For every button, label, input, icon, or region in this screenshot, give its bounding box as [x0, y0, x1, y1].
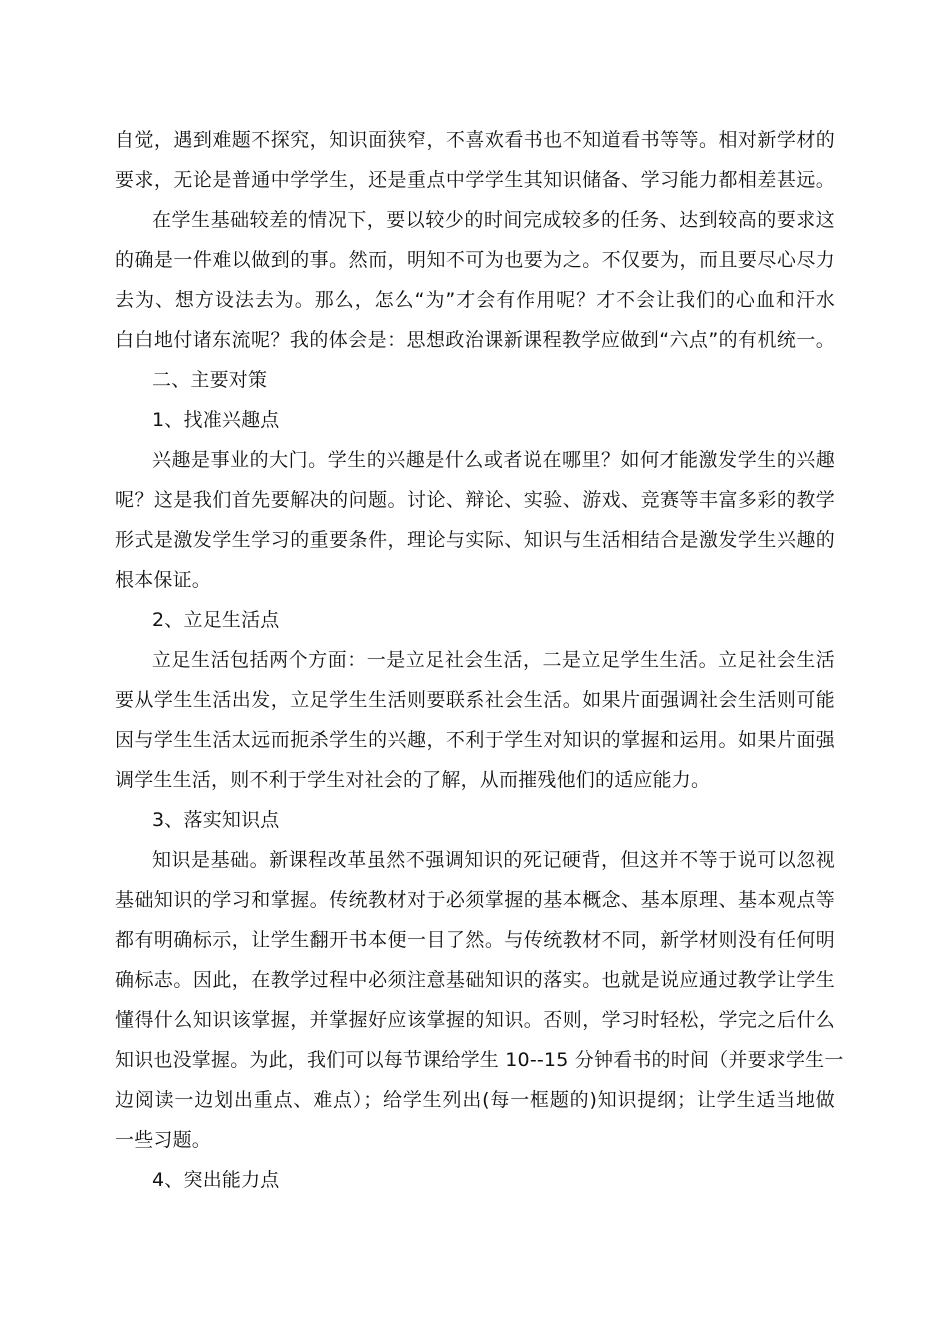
subsection-heading: 2、立足生活点 — [152, 609, 280, 631]
text-line: 一些习题。 — [115, 1129, 212, 1151]
text-line: 根本保证。 — [115, 569, 212, 591]
text-line: 要求，无论是普通中学学生，还是重点中学学生其知识储备、学习能力都相差甚远。 — [115, 169, 835, 191]
text-line: 懂得什么知识该掌握，并掌握好应该掌握的知识。否则，学习时轻松，学完之后什么 — [115, 1009, 835, 1031]
paragraph-first-line: 在学生基础较差的情况下，要以较少的时间完成较多的任务、达到较高的要求这 — [152, 209, 835, 231]
text-line: 的确是一件难以做到的事。然而，明知不可为也要为之。不仅要为，而且要尽心尽力 — [115, 249, 835, 271]
text-line: 都有明确标示，让学生翻开书本便一目了然。与传统教材不同，新学材则没有任何明 — [115, 929, 835, 951]
paragraph-first-line: 知识是基础。新课程改革虽然不强调知识的死记硬背，但这并不等于说可以忽视 — [152, 849, 835, 871]
subsection-heading: 4、突出能力点 — [152, 1169, 280, 1191]
text-line: 要从学生生活出发，立足学生生活则要联系社会生活。如果片面强调社会生活则可能 — [115, 689, 835, 711]
text-line: 去为、想方设法去为。那么，怎么“为”才会有作用呢？才不会让我们的心血和汗水 — [115, 289, 835, 311]
text-line: 边阅读一边划出重点、难点）；给学生列出(每一框题的)知识提纲；让学生适当地做 — [115, 1089, 835, 1111]
text-line: 自觉，遇到难题不探究，知识面狭窄，不喜欢看书也不知道看书等等。相对新学材的 — [115, 129, 835, 151]
paragraph-first-line: 立足生活包括两个方面：一是立足社会生活，二是立足学生生活。立足社会生活 — [152, 649, 835, 671]
text-line: 呢？这是我们首先要解决的问题。讨论、辩论、实验、游戏、竞赛等丰富多彩的教学 — [115, 489, 835, 511]
text-line: 调学生生活，则不利于学生对社会的了解，从而摧残他们的适应能力。 — [115, 769, 711, 791]
text-line: 确标志。因此，在教学过程中必须注意基础知识的落实。也就是说应通过教学让学生 — [115, 969, 835, 991]
subsection-heading: 3、落实知识点 — [152, 809, 280, 831]
text-line: 因与学生生活太远而扼杀学生的兴趣，不利于学生对知识的掌握和运用。如果片面强 — [115, 729, 835, 751]
text-line: 基础知识的学习和掌握。传统教材对于必须掌握的基本概念、基本原理、基本观点等 — [115, 889, 835, 911]
text-line: 知识也没掌握。为此，我们可以每节课给学生 10--15 分钟看书的时间（并要求学生一 — [115, 1049, 844, 1071]
subsection-heading: 1、找准兴趣点 — [152, 409, 280, 431]
section-heading: 二、主要对策 — [152, 369, 268, 391]
paragraph-first-line: 兴趣是事业的大门。学生的兴趣是什么或者说在哪里？如何才能激发学生的兴趣 — [152, 449, 835, 471]
text-line: 白白地付诸东流呢？我的体会是：思想政治课新课程教学应做到“六点”的有机统一。 — [115, 329, 835, 351]
text-line: 形式是激发学生学习的重要条件，理论与实际、知识与生活相结合是激发学生兴趣的 — [115, 529, 835, 551]
